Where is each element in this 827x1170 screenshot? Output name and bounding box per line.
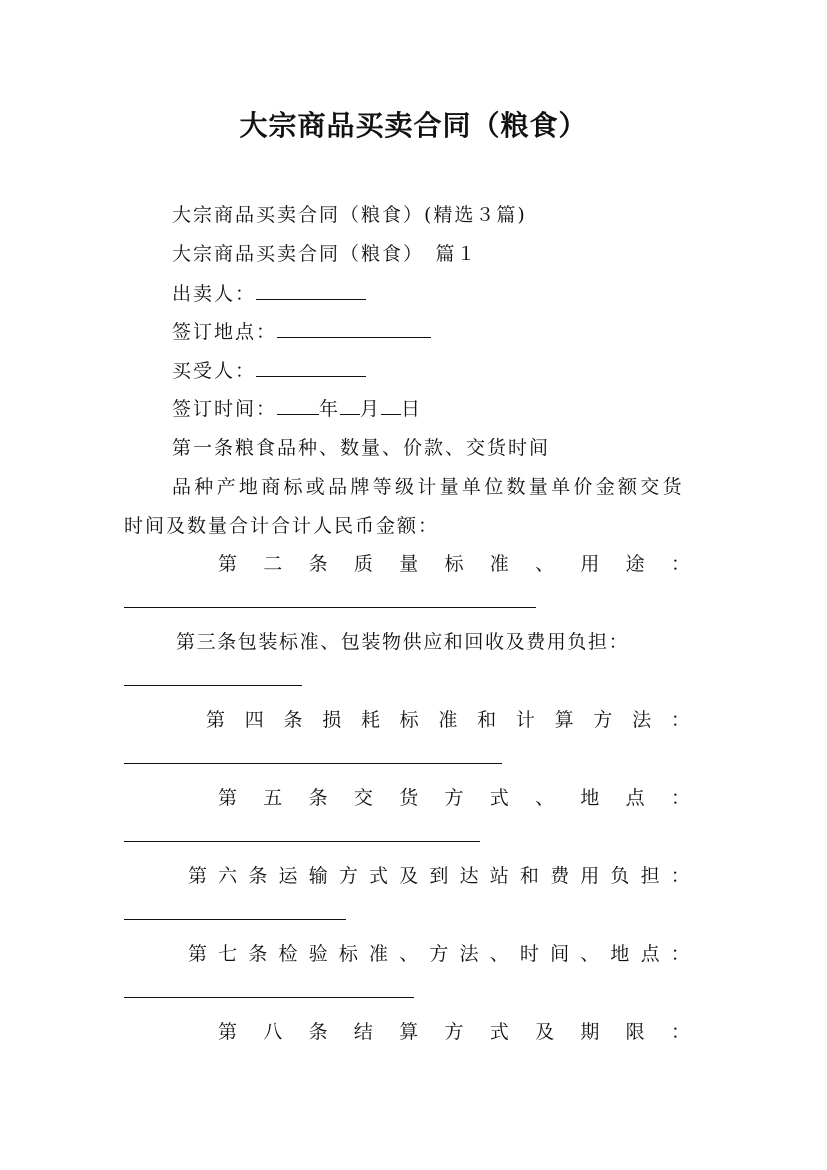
clause-5-heading [218,783,690,810]
clause8-char: 八 [263,1021,283,1043]
clause7-char: 条 [248,943,268,965]
clause8-char: 结 [353,1021,373,1043]
clause2-char: 、 [535,553,555,575]
clause2-char: ： [670,553,690,575]
sign-place-field [172,317,431,344]
clause8-char: 算 [399,1021,419,1043]
clause2-char: 准 [489,553,509,575]
clause8-char: 期 [580,1021,600,1043]
clause8-char: 及 [535,1021,555,1043]
clause5-char: 货 [399,787,419,809]
clause6-char: 第 [188,865,208,887]
clause6-char: 用 [580,865,600,887]
clause-3-heading: 第三条包装标准、包装物供应和回收及费用负担： [176,631,630,653]
clause2-char: 条 [308,553,328,575]
clause-1-detail-line1: 品种产地商标或品牌等级计量单位数量单价金额交货 [172,476,685,498]
clause6-char: 和 [519,865,539,887]
seller-blank [256,281,366,300]
clause-6-heading [188,861,690,888]
clause7-char: 点 [640,943,660,965]
clause6-char: 到 [429,865,449,887]
clause4-char: 耗 [360,709,380,731]
clause6-char: 站 [489,865,509,887]
clause8-char: 条 [308,1021,328,1043]
clause6-char: 负 [610,865,630,887]
clause2-char: 第 [218,553,238,575]
clause-8-heading [218,1017,690,1044]
buyer-field [172,356,366,383]
buyer-label: 买受人： [172,360,257,382]
clause-2-blank [124,607,536,608]
clause5-char: 五 [263,787,283,809]
clause5-char: 方 [444,787,464,809]
clause7-char: 时 [519,943,539,965]
clause6-char: 及 [399,865,419,887]
clause2-char: 质 [353,553,373,575]
clause4-char: 准 [438,709,458,731]
clause7-char: 检 [278,943,298,965]
day-label: 日 [401,398,423,420]
sign-place-blank [277,319,431,338]
clause5-char: 条 [308,787,328,809]
clause6-char: 运 [278,865,298,887]
clause7-char: 地 [610,943,630,965]
clause2-char: 标 [444,553,464,575]
clause-7-blank [124,997,414,998]
clause-5-blank [124,841,480,842]
document-title: 大宗商品买卖合同（粮食） [239,109,588,142]
clause2-char: 用 [580,553,600,575]
subtitle-part1: 大宗商品买卖合同（粮食） 篇１ [172,243,478,265]
clause8-char: 限 [625,1021,645,1043]
clause4-char: 四 [244,709,264,731]
clause-4-blank [124,763,502,764]
clause7-char: ： [670,943,690,965]
clause6-char: ： [670,865,690,887]
clause-4-heading [206,705,690,732]
clause8-char: 方 [444,1021,464,1043]
clause4-char: 计 [515,709,535,731]
clause-1-detail-line2: 时间及数量合计合计人民币金额： [124,515,440,537]
clause4-char: 条 [283,709,303,731]
clause7-char: 准 [369,943,389,965]
seller-field [172,279,366,306]
clause5-char: 第 [218,787,238,809]
sign-place-label: 签订地点： [172,321,278,343]
clause8-char: 式 [489,1021,509,1043]
clause-7-heading [188,939,690,966]
clause6-char: 输 [308,865,328,887]
seller-label: 出卖人： [172,283,257,305]
clause8-char: 第 [218,1021,238,1043]
clause7-char: 间 [550,943,570,965]
clause5-char: ： [670,787,690,809]
clause2-char: 途 [625,553,645,575]
clause4-char: 算 [554,709,574,731]
clause6-char: 担 [640,865,660,887]
clause4-char: 第 [206,709,226,731]
clause2-char: 量 [399,553,419,575]
clause6-char: 达 [459,865,479,887]
clause6-char: 条 [248,865,268,887]
clause5-char: 地 [580,787,600,809]
month-label: 月 [360,398,382,420]
clause7-char: 验 [308,943,328,965]
clause4-char: 和 [477,709,497,731]
clause5-char: 点 [625,787,645,809]
clause7-char: 、 [399,943,419,965]
sign-time-label: 签订时间： [172,398,278,420]
clause-1-heading: 第一条粮食品种、数量、价款、交货时间 [172,437,551,459]
clause4-char: 方 [593,709,613,731]
clause8-char: ： [670,1021,690,1043]
clause6-char: 费 [550,865,570,887]
month-blank [340,396,360,415]
clause6-char: 式 [369,865,389,887]
clause-3-blank [124,685,302,686]
clause7-char: 、 [580,943,600,965]
clause6-char: 方 [338,865,358,887]
year-blank [277,396,319,415]
clause4-char: 损 [322,709,342,731]
sign-time-field [172,394,422,421]
day-blank [381,396,401,415]
buyer-blank [256,358,366,377]
clause7-char: 第 [188,943,208,965]
clause-2-heading [218,549,690,576]
clause7-char: 方 [429,943,449,965]
clause6-char: 六 [218,865,238,887]
clause7-char: 法 [459,943,479,965]
clause7-char: 、 [489,943,509,965]
clause5-char: 、 [535,787,555,809]
subtitle-selected: 大宗商品买卖合同（粮食）(精选３篇) [172,204,527,226]
year-label: 年 [319,398,341,420]
clause-6-blank [124,919,346,920]
clause4-char: ： [670,709,690,731]
clause5-char: 式 [489,787,509,809]
clause4-char: 法 [632,709,652,731]
clause7-char: 标 [338,943,358,965]
clause7-char: 七 [218,943,238,965]
clause5-char: 交 [353,787,373,809]
clause2-char: 二 [263,553,283,575]
clause4-char: 标 [399,709,419,731]
